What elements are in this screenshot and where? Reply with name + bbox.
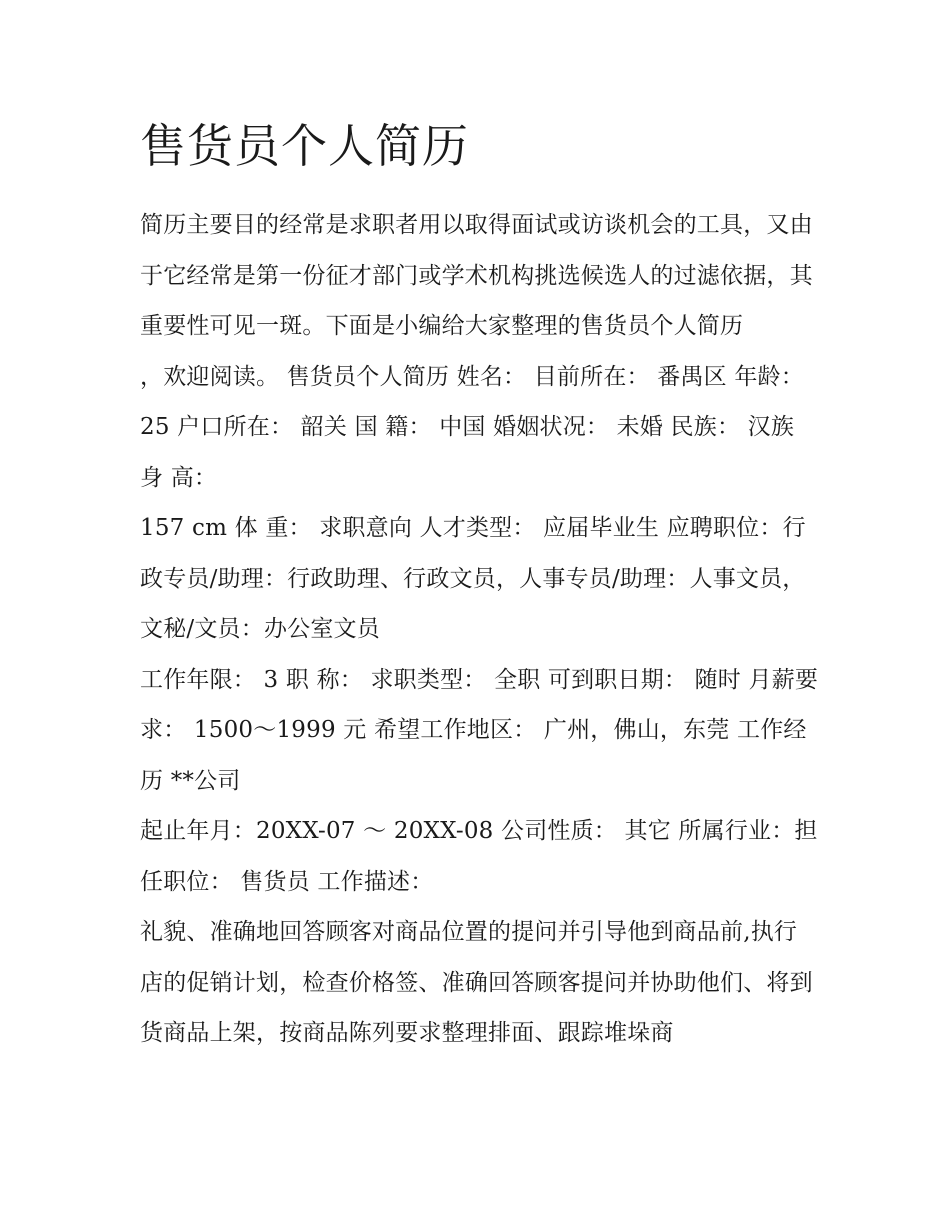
paragraph-personal-info: ，欢迎阅读。 售货员个人简历 姓名： 目前所在： 番禺区 年龄： 25 户口所在： 韶关 国 籍： 中国 婚姻状况： 未婚 民族： 汉族 身 高： <box>140 363 804 491</box>
paragraph-intro: 简历主要目的经常是求职者用以取得面试或访谈机会的工具，又由于它经常是第一份征才部门或学术机构挑选候选人的过滤依据，其重要性可见一斑。下面是小编给大家整理的售货员个人简历 <box>140 212 813 339</box>
paragraph-job-requirements: 工作年限： 3 职 称： 求职类型： 全职 可到职日期： 随时 月薪要求： 1500～1999 元 希望工作地区： 广州，佛山，东莞 工作经历 **公司 <box>140 666 819 794</box>
paragraph-work-period: 起止年月：20XX-07 ～ 20XX-08 公司性质： 其它 所属行业：担任职位： 售货员 工作描述： <box>140 818 818 895</box>
document-title: 售货员个人简历 <box>140 119 469 173</box>
paragraph-work-description: 礼貌、准确地回答顾客对商品位置的提问并引导他到商品前,执行店的促销计划，检查价格签、准确回答顾客提问并协助他们、将到货商品上架，按商品陈列要求整理排面、跟踪堆垛商 <box>140 919 813 1046</box>
paragraph-job-intention: 157 cm 体 重： 求职意向 人才类型： 应届毕业生 应聘职位：行政专员/助理：行政助理、行政文员，人事专员/助理：人事文员，文秘/文员：办公室文员 <box>140 515 806 642</box>
document-body <box>140 114 820 1059</box>
